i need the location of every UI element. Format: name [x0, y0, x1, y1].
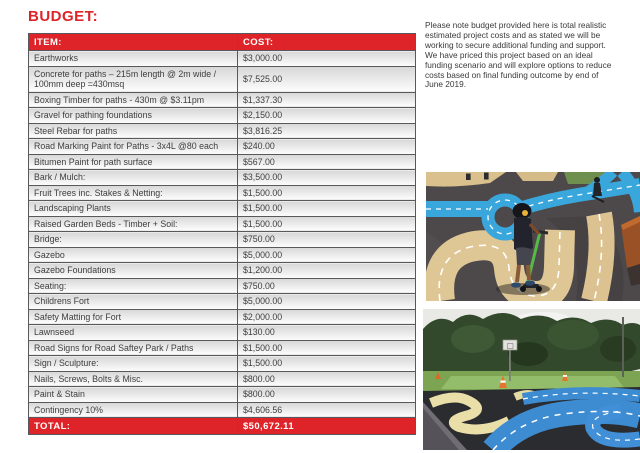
item-cell: Fruit Trees inc. Stakes & Netting: [29, 185, 238, 201]
cost-cell: $130.00 [238, 325, 416, 341]
cost-cell: $3,816.25 [238, 123, 416, 139]
cost-cell: $750.00 [238, 278, 416, 294]
item-cell: Steel Rebar for paths [29, 123, 238, 139]
painted-court-green [441, 376, 625, 389]
table-row [29, 402, 416, 418]
cost-cell: $3,500.00 [238, 170, 416, 186]
light-pole [622, 317, 624, 377]
page-title: BUDGET: [28, 8, 99, 25]
photo-road-course-graphic [423, 309, 640, 450]
table-row [29, 387, 416, 403]
table-row [29, 278, 416, 294]
item-cell: Earthworks [29, 51, 238, 67]
table-row [29, 139, 416, 155]
table-row [29, 92, 416, 108]
table-header-row [29, 34, 416, 51]
cost-cell: $7,525.00 [238, 66, 416, 92]
table-row [29, 123, 416, 139]
item-cell: Gravel for pathing foundations [29, 108, 238, 124]
cost-cell: $2,150.00 [238, 108, 416, 124]
table-row [29, 371, 416, 387]
item-cell: Nails, Screws, Bolts & Misc. [29, 371, 238, 387]
item-cell: Gazebo Foundations [29, 263, 238, 279]
table-row [29, 108, 416, 124]
photo-playground-aerial-graphic [426, 172, 640, 301]
cost-cell: $2,000.00 [238, 309, 416, 325]
budget-note-text: Please note budget provided here is total realistic estimated project costs and as stated we will be working to secure additional funding and support. We have priced this project based on an ideal funding scenario and will explore options to reduce costs based on final funding outcome by end of June 2019. [425, 20, 612, 90]
cost-cell: $1,200.00 [238, 263, 416, 279]
item-cell: Gazebo [29, 247, 238, 263]
table-row [29, 340, 416, 356]
item-cell: Lawnseed [29, 325, 238, 341]
table-row [29, 232, 416, 248]
cost-cell: $5,000.00 [238, 294, 416, 310]
total-row [29, 418, 416, 435]
cost-cell: $3,000.00 [238, 51, 416, 67]
table-row [29, 66, 416, 92]
cost-cell: $1,500.00 [238, 356, 416, 372]
cost-cell: $240.00 [238, 139, 416, 155]
table-row [29, 185, 416, 201]
item-cell: Childrens Fort [29, 294, 238, 310]
cost-cell: $800.00 [238, 387, 416, 403]
cost-cell: $1,500.00 [238, 201, 416, 217]
item-cell: Paint & Stain [29, 387, 238, 403]
table-row [29, 356, 416, 372]
item-cell: Sign / Sculpture: [29, 356, 238, 372]
trees [423, 313, 640, 378]
table-row [29, 309, 416, 325]
cost-cell: $4,606.56 [238, 402, 416, 418]
table-row [29, 216, 416, 232]
total-value: $50,672.11 [238, 418, 416, 435]
item-cell: Contingency 10% [29, 402, 238, 418]
table-row [29, 325, 416, 341]
table-body [29, 51, 416, 418]
table-row [29, 201, 416, 217]
item-cell: Landscaping Plants [29, 201, 238, 217]
table-row [29, 51, 416, 67]
cost-cell: $1,337.30 [238, 92, 416, 108]
item-cell: Bridge: [29, 232, 238, 248]
photo-playground-aerial [426, 172, 640, 301]
table-row [29, 294, 416, 310]
cost-cell: $1,500.00 [238, 216, 416, 232]
total-label: TOTAL: [29, 418, 238, 435]
item-cell: Bark / Mulch: [29, 170, 238, 186]
item-cell: Road Signs for Road Saftey Park / Paths [29, 340, 238, 356]
photo-road-course-ground [423, 309, 640, 450]
cost-cell: $1,500.00 [238, 340, 416, 356]
cost-cell: $5,000.00 [238, 247, 416, 263]
item-cell: Raised Garden Beds - Timber + Soil: [29, 216, 238, 232]
item-cell: Boxing Timber for paths - 430m @ $3.11pm [29, 92, 238, 108]
cost-cell: $567.00 [238, 154, 416, 170]
table-row [29, 263, 416, 279]
table-row [29, 154, 416, 170]
item-cell: Concrete for paths – 215m length @ 2m wide / 100mm deep =430msq [29, 66, 238, 92]
item-cell: Seating: [29, 278, 238, 294]
item-cell: Road Marking Paint for Paths - 3x4L @80 each [29, 139, 238, 155]
budget-table [28, 33, 416, 435]
item-cell: Bitumen Paint for path surface [29, 154, 238, 170]
cost-cell: $750.00 [238, 232, 416, 248]
table-row [29, 247, 416, 263]
column-header-cost: COST: [238, 34, 416, 51]
table-row [29, 170, 416, 186]
item-cell: Safety Matting for Fort [29, 309, 238, 325]
cost-cell: $1,500.00 [238, 185, 416, 201]
column-header-item: ITEM: [29, 34, 238, 51]
cost-cell: $800.00 [238, 371, 416, 387]
